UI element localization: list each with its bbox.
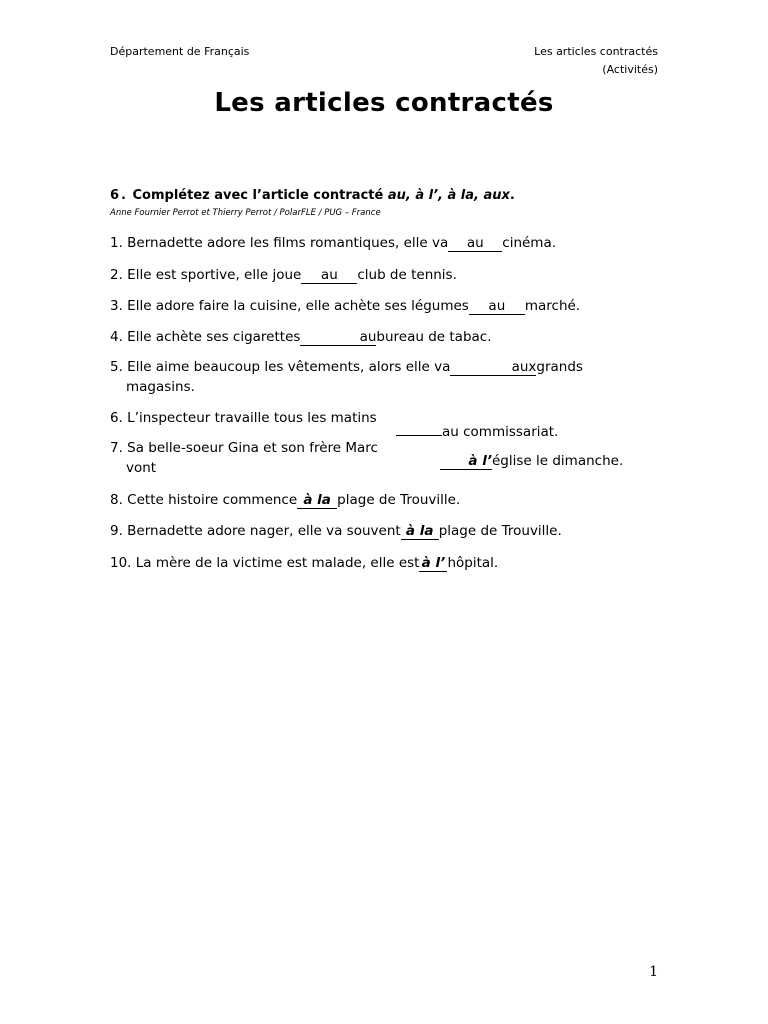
instruction-text: Complétez avec l’article contracté <box>132 188 384 203</box>
item-text-before: 3. Elle adore faire la cuisine, elle achète ses légumes <box>110 298 469 314</box>
header-topic <box>534 43 658 79</box>
item-text-after: église le dimanche. <box>492 453 624 469</box>
answer-blank: au <box>469 298 525 315</box>
instruction-options: au, à l’, à la, aux <box>387 188 510 203</box>
item-text-before: 10. La mère de la victime est malade, elle est <box>110 555 420 571</box>
exercise-item-5 <box>110 357 583 377</box>
header-department: Département de Français <box>110 45 250 58</box>
exercise-item-7-continuation: vont <box>126 460 157 476</box>
answer-blank: à l’ <box>440 453 492 470</box>
answer-blank: à la <box>401 523 439 540</box>
item-text-after: grands <box>536 359 583 375</box>
exercise-source: Anne Fournier Perrot et Thierry Perrot / PolarFLE / PUG – France <box>110 208 381 218</box>
exercise-item-8 <box>110 490 460 510</box>
item-text-before: 9. Bernadette adore nager, elle va souvent <box>110 523 401 539</box>
item-text-before: 2. Elle est sportive, elle joue <box>110 267 302 283</box>
item-text-before: 4. Elle achète ses cigarettes <box>110 329 301 345</box>
header-topic-line1: Les articles contractés <box>534 45 658 58</box>
answer-blank: aux <box>450 359 536 376</box>
item-text-before: 8. Cette histoire commence <box>110 492 298 508</box>
page-title: Les articles contractés <box>214 88 554 118</box>
item-text-after: club de tennis. <box>357 267 457 283</box>
item-text-after: plage de Trouville. <box>438 523 562 539</box>
item-text-after: marché. <box>524 298 581 314</box>
item-text-after: cinéma. <box>502 235 557 251</box>
answer-blank: au <box>301 267 357 284</box>
exercise-item-10 <box>110 553 498 573</box>
header-topic-line2: (Activités) <box>602 63 658 76</box>
item-text-after: plage de Trouville. <box>337 492 461 508</box>
exercise-item-9 <box>110 521 562 541</box>
exercise-item-3 <box>110 296 580 316</box>
answer-blank: au <box>300 329 376 346</box>
instruction-period: . <box>509 188 515 203</box>
item-text-after: au commissariat. <box>442 424 559 440</box>
exercise-item-1 <box>110 233 556 253</box>
exercise-number: 6. <box>110 188 128 203</box>
exercise-item-2 <box>110 265 457 285</box>
page-number: 1 <box>649 964 658 980</box>
item-text-before: 1. Bernadette adore les films romantiques, elle va <box>110 235 449 251</box>
exercise-item-6-answer <box>396 419 558 442</box>
answer-blank: au <box>448 235 502 252</box>
item-text-before: 5. Elle aime beaucoup les vêtements, alors elle va <box>110 359 451 375</box>
exercise-item-7-answer <box>440 451 623 471</box>
answer-blank: à l’ <box>419 555 447 572</box>
answer-blank <box>396 419 442 436</box>
exercise-item-6-text: 6. L’inspecteur travaille tous les matins <box>110 410 377 426</box>
answer-blank: à la <box>297 492 337 509</box>
item-text-after: bureau de tabac. <box>376 329 492 345</box>
exercise-item-7-text: 7. Sa belle-soeur Gina et son frère Marc <box>110 440 378 456</box>
exercise-item-4 <box>110 327 492 347</box>
exercise-item-5-continuation: magasins. <box>126 379 195 395</box>
exercise-instruction <box>110 188 515 203</box>
item-text-after: hôpital. <box>447 555 499 571</box>
